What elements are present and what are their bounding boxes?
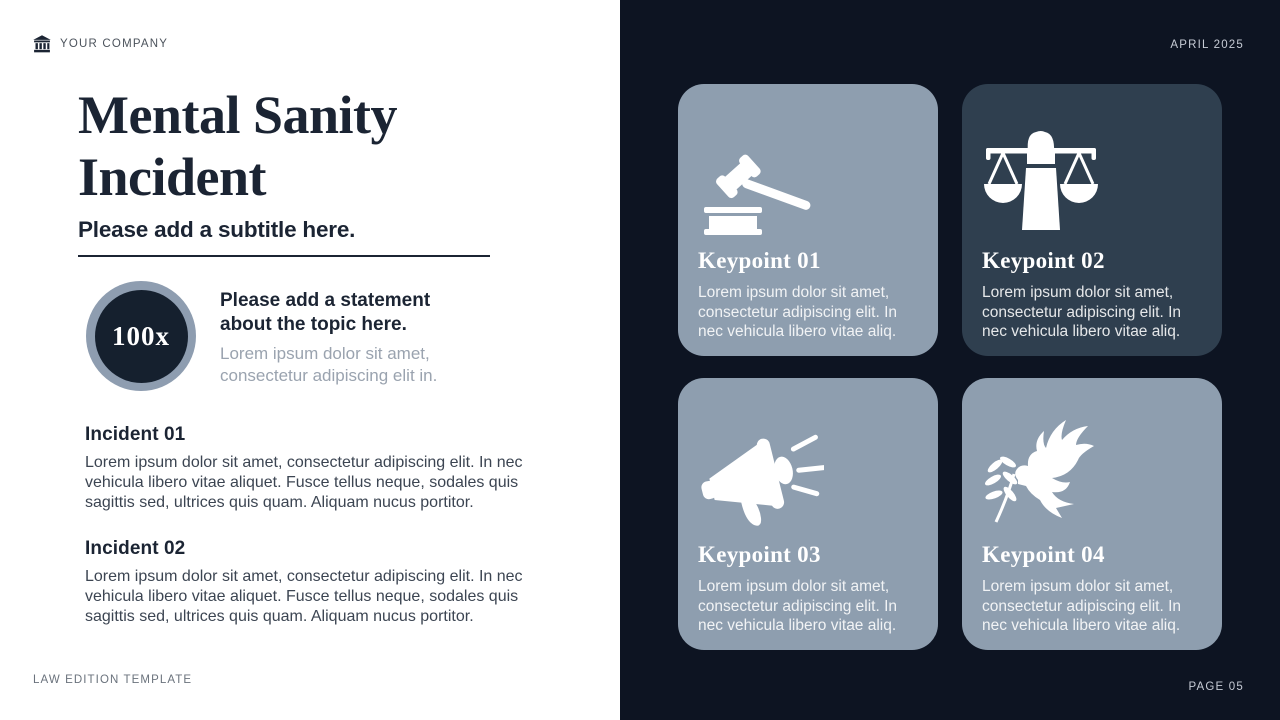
stat-badge-value: 100x: [112, 320, 170, 351]
page-number: PAGE 05: [1188, 681, 1244, 693]
incident-01-title: Incident 01: [85, 424, 186, 445]
courthouse-icon: [32, 34, 52, 54]
company-name: YOUR COMPANY: [60, 38, 169, 50]
statement-block: [220, 281, 460, 391]
company-logo-lockup: [32, 34, 168, 54]
keypoint-card-02: [962, 84, 1222, 356]
keypoint-04-title: Keypoint 04: [982, 542, 1105, 567]
keypoint-card-03: [678, 378, 938, 650]
keypoint-02-body: Lorem ipsum dolor sit amet, consectetur adipiscing elit. In nec vehicula libero vitae aliq.: [982, 284, 1182, 341]
incident-02-title: Incident 02: [85, 538, 186, 559]
incident-01-body: Lorem ipsum dolor sit amet, consectetur adipiscing elit. In nec vehicula libero vitae aliquet. Fusce tellus neque, sodales quis sagittis sed, ultrices quis quam. Aliquam nucus portitor.: [85, 454, 523, 511]
gavel-icon: [698, 84, 918, 242]
dove-icon: [982, 378, 1202, 536]
incident-02-body: Lorem ipsum dolor sit amet, consectetur adipiscing elit. In nec vehicula libero vitae aliquet. Fusce tellus neque, sodales quis sagittis sed, ultrices quis quam. Aliquam nucus portitor.: [85, 568, 523, 625]
page-subtitle: Please add a subtitle here.: [78, 217, 356, 242]
page-title: [78, 84, 598, 208]
keypoint-04-body: Lorem ipsum dolor sit amet, consectetur adipiscing elit. In nec vehicula libero vitae aliq.: [982, 578, 1182, 635]
divider-line: [78, 255, 490, 257]
stat-badge: [86, 281, 196, 391]
stat-badge-inner: [95, 290, 188, 383]
date-label: APRIL 2025: [1170, 39, 1244, 51]
scales-of-justice-icon: [982, 84, 1202, 242]
title-line-2: Incident: [78, 147, 267, 207]
title-line-1: Mental Sanity: [78, 85, 398, 145]
left-panel: [0, 0, 620, 720]
keypoint-03-title: Keypoint 03: [698, 542, 821, 567]
keypoint-02-title: Keypoint 02: [982, 248, 1105, 273]
statement-title: Please add a statement about the topic here.: [220, 290, 431, 335]
incident-section-02: [85, 538, 547, 626]
footer-template-label: LAW EDITION TEMPLATE: [33, 674, 193, 686]
keypoint-01-title: Keypoint 01: [698, 248, 821, 273]
right-panel: [620, 0, 1280, 720]
keypoint-01-body: Lorem ipsum dolor sit amet, consectetur adipiscing elit. In nec vehicula libero vitae aliq.: [698, 284, 898, 341]
keypoint-card-01: [678, 84, 938, 356]
incident-section-01: [85, 424, 547, 512]
keypoint-card-04: [962, 378, 1222, 650]
statement-section: [86, 281, 460, 391]
statement-body: Lorem ipsum dolor sit amet, consectetur adipiscing elit in.: [220, 344, 438, 385]
keypoint-03-body: Lorem ipsum dolor sit amet, consectetur adipiscing elit. In nec vehicula libero vitae aliq.: [698, 578, 898, 635]
keypoint-card-grid: [678, 84, 1222, 650]
megaphone-icon: [698, 378, 918, 536]
